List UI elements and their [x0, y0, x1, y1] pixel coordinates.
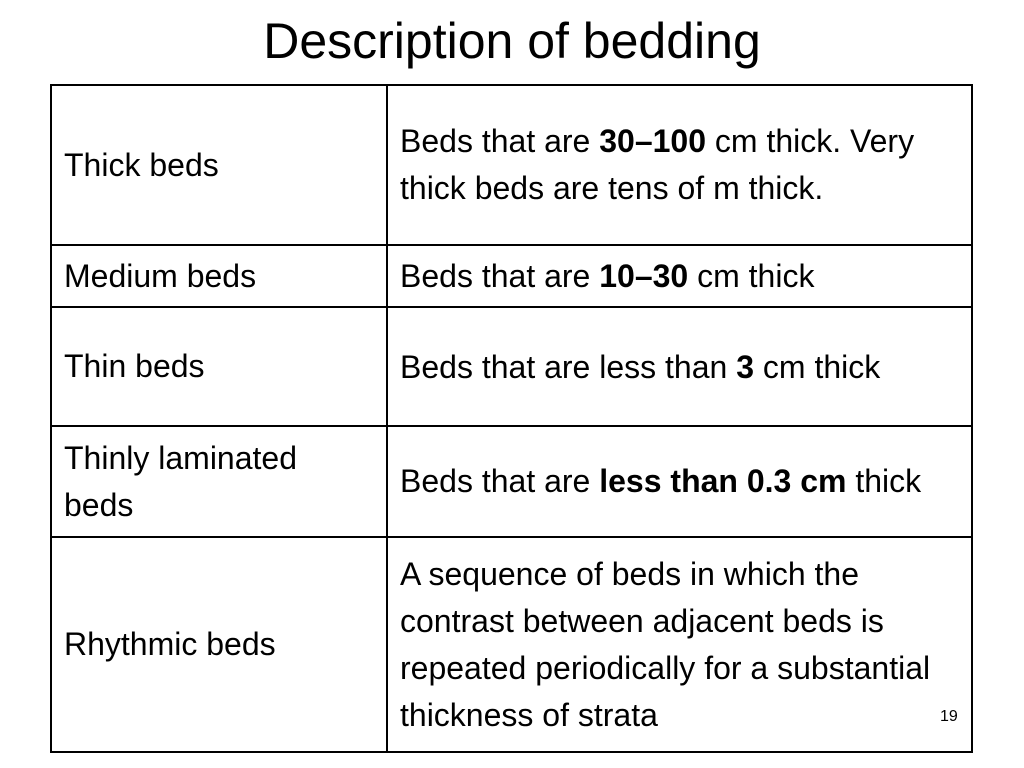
description-cell — [387, 85, 972, 245]
description-text: A sequence of beds in which the contrast between adjacent beds is repeated periodically for a substantial thickness of strata — [400, 555, 931, 733]
description-text: Beds that are less than — [400, 348, 737, 385]
description-text: thick — [846, 463, 922, 499]
table-row — [51, 426, 972, 537]
page-number: 19 — [940, 708, 958, 725]
table-row — [51, 85, 972, 245]
description-cell — [387, 537, 972, 752]
term-cell: Rhythmic beds — [51, 537, 387, 752]
description-cell — [387, 426, 972, 537]
description-cell — [387, 307, 972, 426]
description-emphasis: 10–30 — [599, 257, 689, 294]
description-text: cm thick. Very thick beds are tens of m thick. — [400, 123, 915, 206]
table-row — [51, 307, 972, 426]
table-row — [51, 245, 972, 307]
term-cell: Thin beds — [51, 307, 387, 426]
term-cell: Medium beds — [51, 245, 387, 307]
description-emphasis: 3 — [736, 348, 754, 385]
description-text: Beds that are — [400, 463, 600, 499]
table-row — [51, 537, 972, 752]
description-text: Beds that are — [400, 123, 600, 159]
term-cell: Thick beds — [51, 85, 387, 245]
term-cell: Thinly laminated beds — [51, 426, 387, 537]
description-text: cm thick — [754, 348, 881, 385]
description-text: cm thick — [688, 257, 815, 294]
bedding-table — [50, 84, 973, 753]
description-cell — [387, 245, 972, 307]
description-text: Beds that are — [400, 257, 600, 294]
description-emphasis: 30–100 — [599, 123, 707, 159]
slide-title: Description of bedding — [263, 13, 761, 69]
description-emphasis: less than 0.3 cm — [599, 463, 847, 499]
